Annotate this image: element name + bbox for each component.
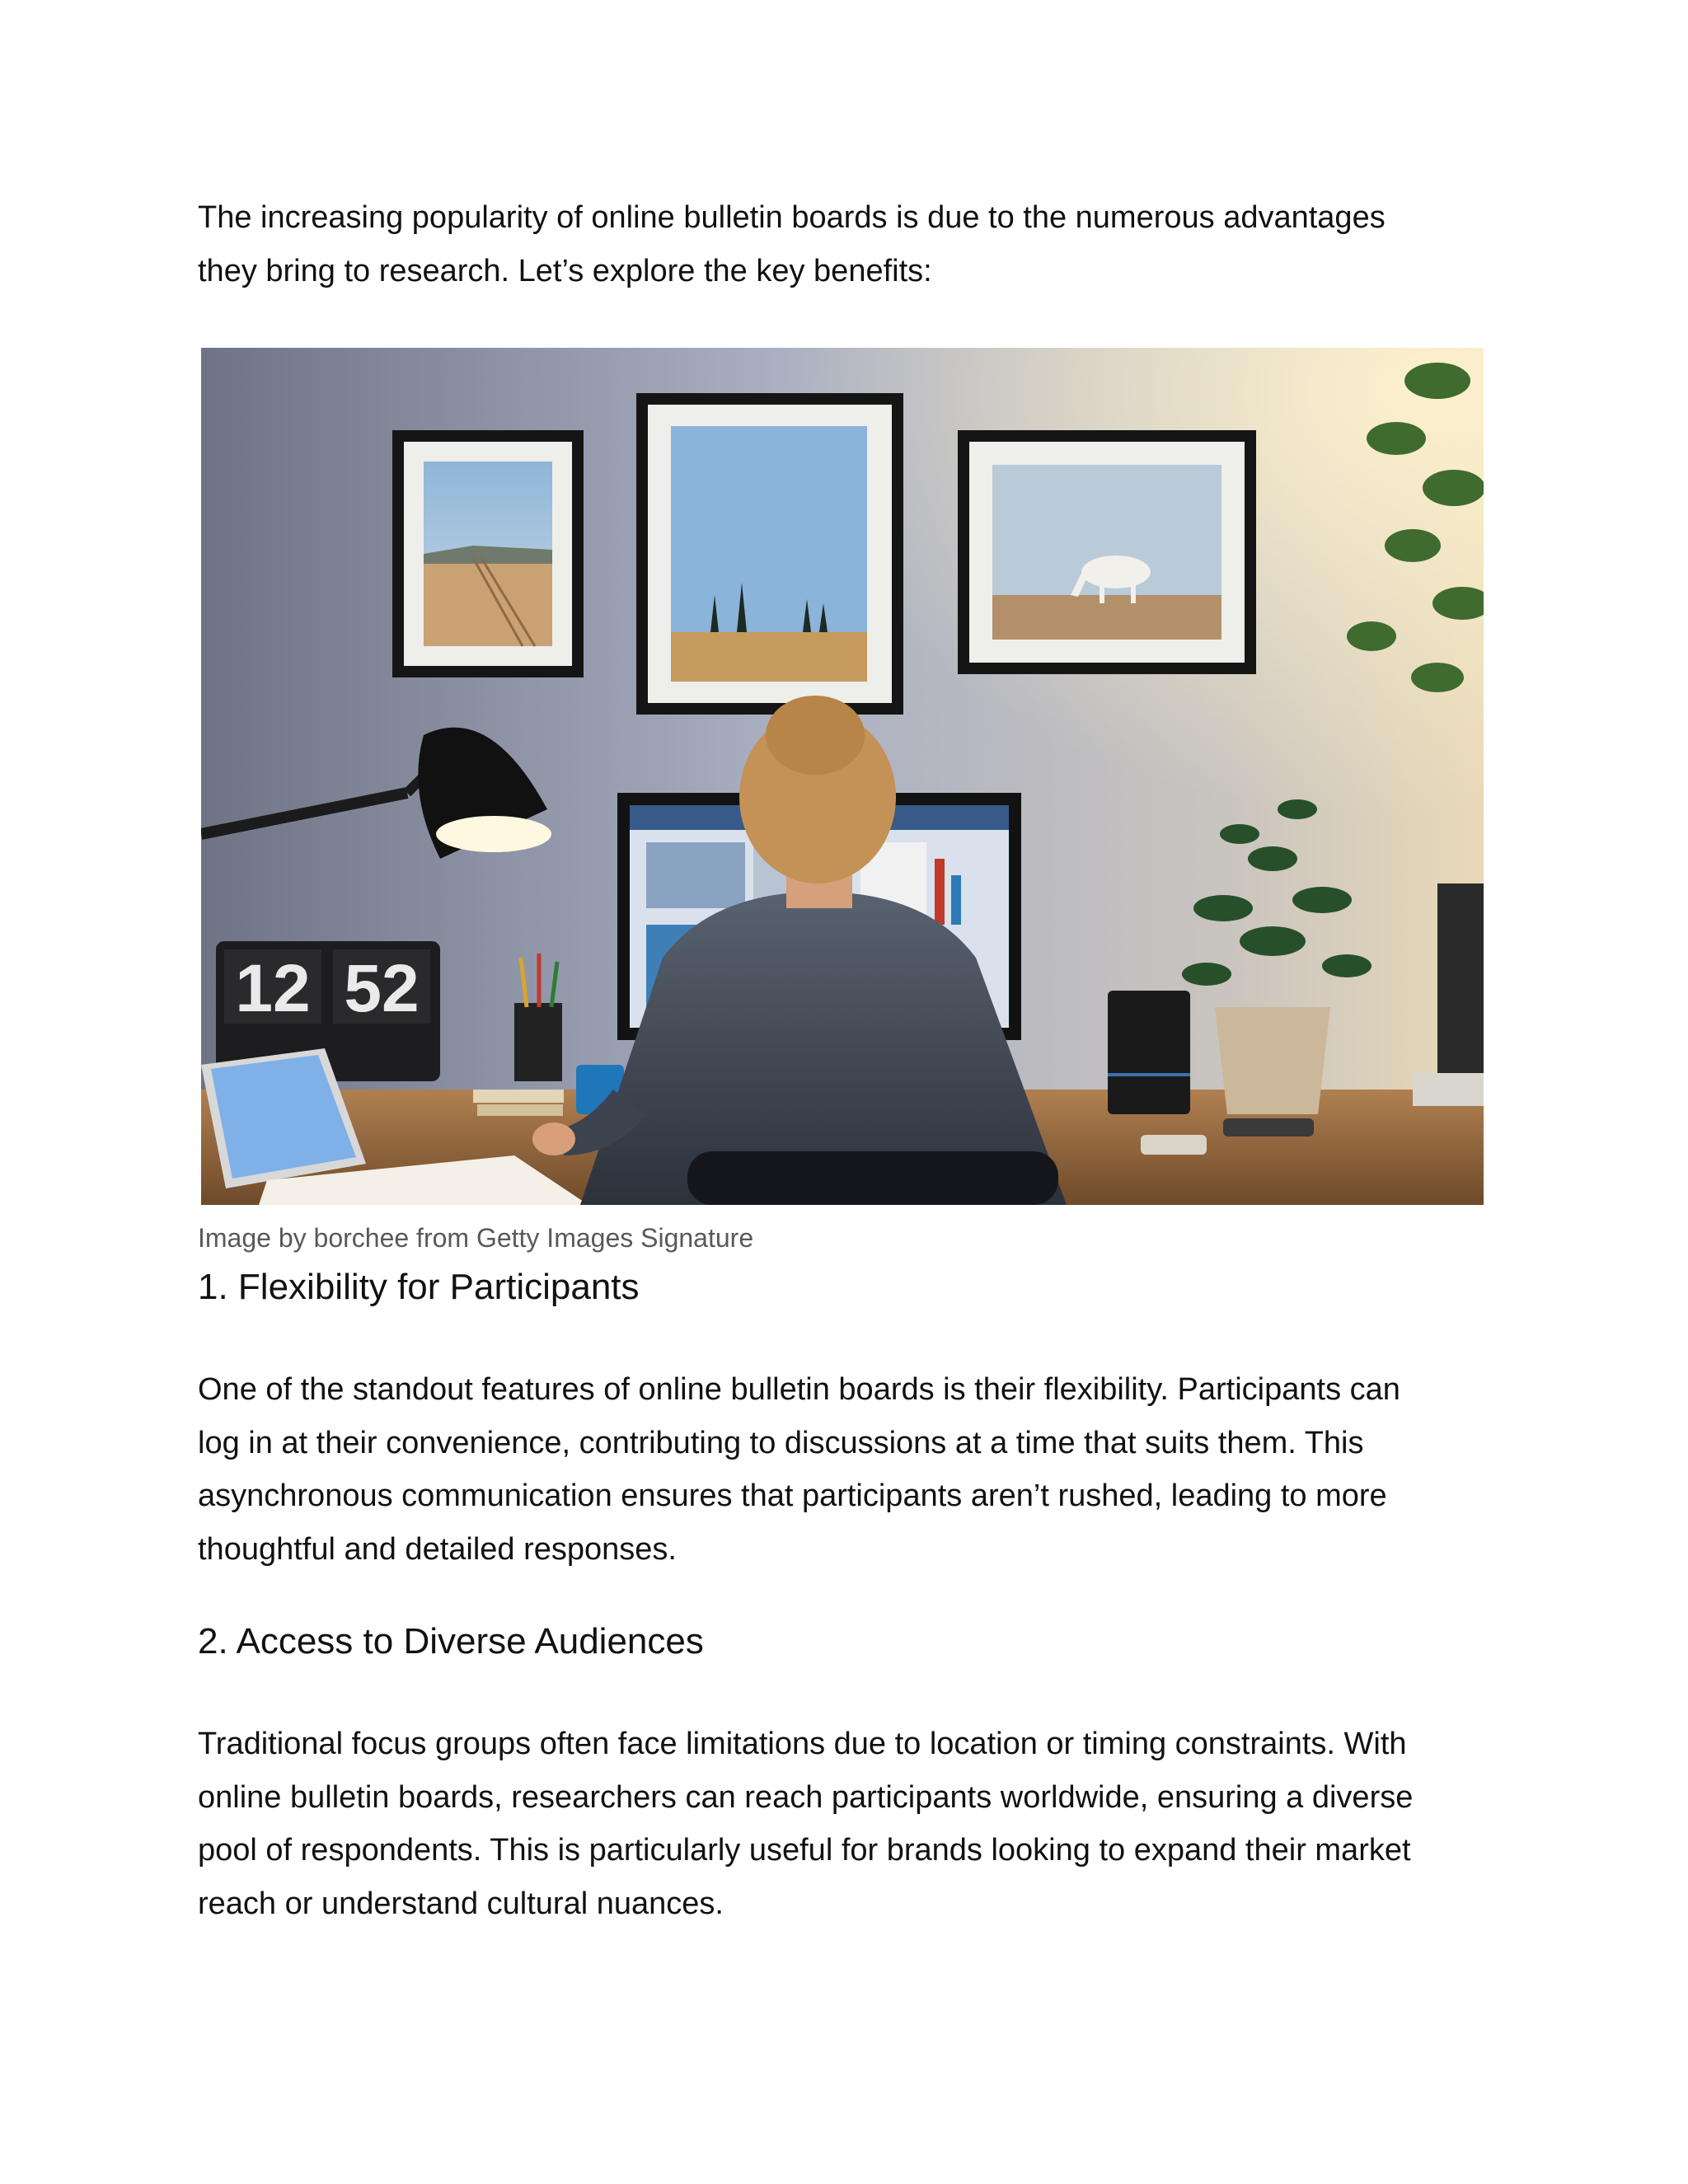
phone (1141, 1135, 1207, 1155)
pen-holder (514, 954, 562, 1081)
paragraph-line: pool of respondents. This is particularly useful for brands looking to expand their market (198, 1833, 1411, 1868)
home-office-photo (201, 348, 1484, 1205)
book-stack (473, 1090, 564, 1103)
picture-frame-beach (392, 430, 584, 677)
image-caption: Image by borchee from Getty Images Signature (198, 1223, 754, 1253)
section-paragraph (198, 1363, 1492, 1576)
speaker (1108, 991, 1190, 1114)
intro-line: they bring to research. Let’s explore the key benefits: (198, 253, 932, 288)
section-heading: 1. Flexibility for Participants (198, 1267, 640, 1307)
shelf (1437, 883, 1484, 1098)
intro-line: The increasing popularity of online bulletin boards is due to the numerous advantages (198, 200, 1386, 235)
section-heading: 2. Access to Diverse Audiences (198, 1621, 704, 1661)
picture-frame-horse (958, 430, 1256, 674)
paragraph-line: thoughtful and detailed responses. (198, 1531, 677, 1567)
paragraph-line: asynchronous communication ensures that participants aren’t rushed, leading to more (198, 1479, 1387, 1513)
paragraph-line: One of the standout features of online bulletin boards is their flexibility. Participants can (198, 1372, 1400, 1407)
office-chair (687, 1151, 1058, 1205)
clock-hours: 12 (235, 951, 311, 1026)
clock-minutes: 52 (344, 951, 420, 1026)
paragraph-line: reach or understand cultural nuances. (198, 1886, 724, 1921)
paragraph-line: log in at their convenience, contributing to discussions at a time that suits them. This (198, 1425, 1364, 1460)
paragraph-line: Traditional focus groups often face limitations due to location or timing constraints. With (198, 1727, 1407, 1761)
document-page (198, 191, 1492, 1921)
picture-frame-trees (636, 393, 903, 715)
paragraph-line: online bulletin boards, researchers can reach participants worldwide, ensuring a diverse (198, 1779, 1414, 1815)
photo-illustration (201, 348, 1484, 1205)
phone (1223, 1118, 1314, 1137)
section-paragraph (198, 1718, 1492, 1930)
intro-paragraph (198, 191, 1492, 298)
